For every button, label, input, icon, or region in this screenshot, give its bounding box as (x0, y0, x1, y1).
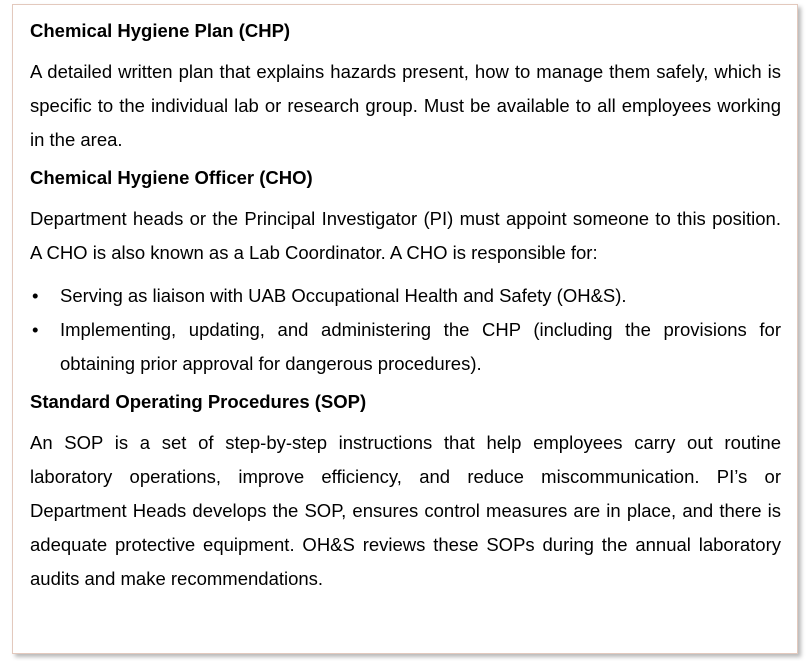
list-item (30, 313, 781, 381)
list-item (30, 279, 781, 313)
section-paragraph-sop: An SOP is a set of step-by-step instructions that help employees carry out routine laboratory operations, improve efficiency, and reduce miscommunication. PI’s or Department Heads develops the SOP, ensures control measures are in place, and there is adequate protective equipment. OH&S reviews these SOPs during the annual laboratory audits and make recommendations. (30, 432, 781, 589)
section-paragraph-cho: Department heads or the Principal Investigator (PI) must appoint someone to this position. A CHO is also known as a Lab Coordinator. A CHO is responsible for: (30, 208, 781, 263)
section-heading-chp: Chemical Hygiene Plan (CHP) (30, 20, 291, 41)
bullet-icon: • (32, 285, 39, 306)
bullet-icon: • (32, 319, 39, 340)
list-item-text: Serving as liaison with UAB Occupational Health and Safety (OH&S). (60, 285, 627, 306)
document-card (12, 4, 798, 654)
list-item-text: Implementing, updating, and administering the CHP (including the provisions for obtaining prior approval for dangerous procedures). (60, 319, 781, 374)
section-heading-cho: Chemical Hygiene Officer (CHO) (30, 167, 313, 188)
section-heading-sop: Standard Operating Procedures (SOP) (30, 391, 367, 412)
cho-responsibilities-list (30, 279, 781, 381)
section-paragraph-chp: A detailed written plan that explains hazards present, how to manage them safely, which is specific to the individual lab or research group. Must be available to all employees working in the area. (30, 61, 781, 150)
